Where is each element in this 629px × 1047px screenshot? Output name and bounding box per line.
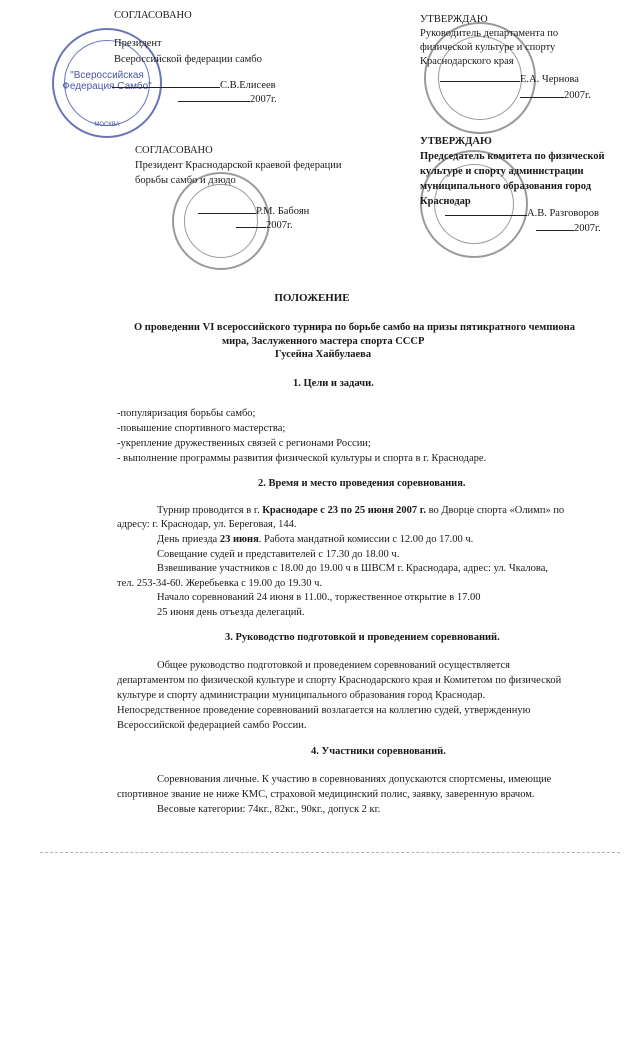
section-2-paragraph-2: День приезда 23 июня. Работа мандатной комиссии с 12.00 до 17.00 ч.: [157, 534, 474, 545]
left-role-1: Президент: [114, 38, 162, 49]
section-1-item: -укрепление дружественных связей с регионами России;: [117, 438, 371, 449]
right-heading: УТВЕРЖДАЮ: [420, 14, 488, 25]
city-signature-line: [445, 208, 599, 220]
section-3-line-2: департаментом по физической культуре и спорту Краснодарского края и Комитетом по физической: [117, 675, 562, 686]
right-signatory: Е.А. Чернова: [520, 74, 579, 85]
title-line-1: О проведении VI всероссийского турнира по борьбе самбо на призы пятикратного чемпиона: [134, 322, 575, 333]
krai-date-line: [236, 220, 293, 232]
krai-heading: СОГЛАСОВАНО: [135, 145, 213, 156]
title-line-2: мира, Заслуженного мастера спорта СССР: [222, 336, 425, 347]
krai-signature-line: [198, 206, 309, 218]
section-1-item: -популяризация борьбы самбо;: [117, 408, 256, 419]
krai-role-1: Президент Краснодарской краевой федерации: [135, 160, 342, 171]
section-3-heading: 3. Руководство подготовкой и проведением соревнований.: [225, 632, 500, 643]
page-break-divider: [40, 852, 620, 853]
section-4-line-2: спортивное звание не ниже КМС, страховой медицинский полис, заявку, заверенную врачом.: [117, 789, 535, 800]
section-2-paragraph-3: Совещание судей и представителей с 17.30 до 18.00 ч.: [157, 549, 400, 560]
city-heading: УТВЕРЖДАЮ: [420, 136, 492, 147]
city-signatory: А.В. Разговоров: [527, 208, 599, 219]
section-4-line-1: Соревнования личные. К участию в соревнованиях допускаются спортсмены, имеющие: [157, 774, 552, 785]
section-2-paragraph-6: 25 июня день отъезда делегаций.: [157, 607, 305, 618]
city-role-4: Краснодар: [420, 196, 471, 207]
left-signatory: С.В.Елисеев: [220, 80, 276, 91]
section-3-line-1: Общее руководство подготовкой и проведением соревнований осуществляется: [157, 660, 510, 671]
section-3-line-4: Непосредственное проведение соревнований возлагается на коллегию судей, утвержденную: [117, 705, 531, 716]
right-date-line: [520, 90, 591, 102]
section-2-heading: 2. Время и место проведения соревнования.: [258, 478, 466, 489]
section-1-item: - выполнение программы развития физической культуры и спорта в г. Краснодаре.: [117, 453, 487, 464]
section-1-item: -повышение спортивного мастерства;: [117, 423, 286, 434]
stamp-text: "Всероссийская Федерация Самбо": [62, 70, 152, 92]
right-date: 2007г.: [564, 90, 591, 101]
right-role-3: Краснодарского края: [420, 56, 514, 67]
section-4-line-3: Весовые категории: 74кг., 82кг., 90кг., допуск 2 кг.: [157, 804, 381, 815]
right-role-1: Руководитель департамента по: [420, 28, 559, 39]
city-date: 2007г.: [574, 223, 601, 234]
city-role-3: муниципального образования город: [420, 181, 592, 192]
left-heading: СОГЛАСОВАНО: [114, 10, 192, 21]
city-date-line: [536, 223, 601, 235]
krai-role-2: борьбы самбо и дзюдо: [135, 175, 236, 186]
left-role-2: Всероссийской федерации самбо: [114, 54, 262, 65]
document-title: ПОЛОЖЕНИЕ: [274, 292, 350, 304]
section-1-heading: 1. Цели и задачи.: [293, 378, 374, 389]
left-date: 2007г.: [250, 94, 277, 105]
section-2-paragraph-5: Начало соревнований 24 июня в 11.00., торжественное открытие в 17.00: [157, 592, 481, 603]
left-date-line: [178, 94, 277, 106]
left-signature-line: [112, 80, 276, 92]
title-line-3: Гусейна Хайбулаева: [275, 349, 372, 360]
section-4-heading: 4. Участники соревнований.: [311, 746, 446, 757]
section-3-line-5: Всероссийской федерацией самбо России.: [117, 720, 307, 731]
section-2-paragraph-1: Турнир проводится в г. Краснодаре с 23 по 25 июня 2007 г. во Дворце спорта «Олимп» по: [157, 505, 565, 516]
stamp-city: МОСКВА: [94, 122, 120, 128]
section-2-paragraph-4: Взвешивание участников с 18.00 до 19.00 ч в ШВСМ г. Краснодара, адрес: ул. Чкалова,: [157, 563, 548, 574]
section-2-paragraph-1-line-2: адресу: г. Краснодар, ул. Береговая, 144.: [117, 519, 297, 530]
krai-date: 2007г.: [266, 220, 293, 231]
right-role-2: физической культуре и спорту: [420, 42, 556, 53]
section-3-line-3: культуре и спорту администрации муниципального образования город Краснодар.: [117, 690, 486, 701]
section-2-paragraph-4-line-2: тел. 253-34-60. Жеребьевка с 19.00 до 19.30 ч.: [117, 578, 323, 589]
krai-signatory: Р.М. Бабоян: [256, 206, 310, 217]
city-role-1: Председатель комитета по физической: [420, 151, 605, 162]
city-role-2: культуре и спорту администрации: [420, 166, 584, 177]
right-signature-line: [440, 74, 579, 86]
